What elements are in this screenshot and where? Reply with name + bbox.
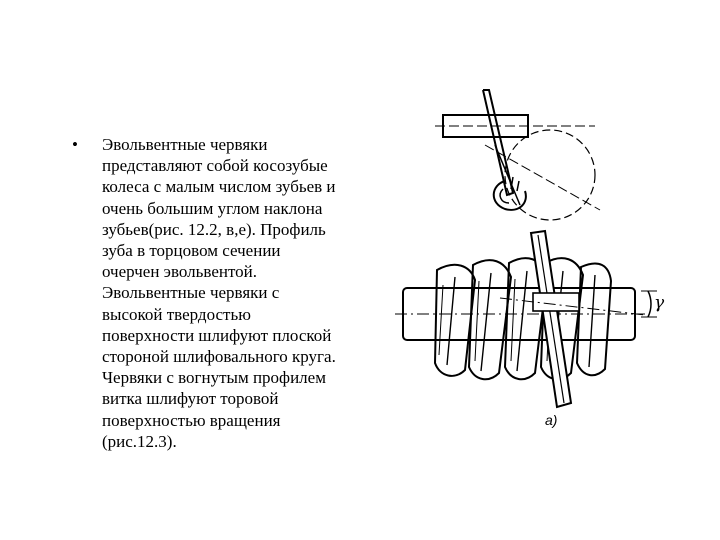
angle-arc bbox=[648, 291, 651, 317]
wheel-hub bbox=[533, 293, 579, 311]
angle-label: γ bbox=[654, 293, 665, 313]
bullet-text: Эвольвентные червяки представляют собой косозубые колеса с малым числом зубьев и очень большим углом наклона зубьев(рис. 12.2, в,е). Профиль зуба в торцовом сечении очерчен эвольвентой. Эвольвентные червяки с высокой твердостью поверхности шлифуют плоской стороной шлифовального круга. Червяки с вогнутым профилем витка шлифуют торовой поверхностью вращения (рис.12.3). bbox=[102, 135, 336, 451]
worm-drawing bbox=[395, 85, 685, 445]
top-tool-edge bbox=[495, 145, 520, 205]
worm-grinding-figure bbox=[395, 85, 685, 445]
worm-threads bbox=[435, 258, 611, 379]
slide-body bbox=[72, 134, 392, 452]
bullet-marker: • bbox=[72, 135, 78, 154]
grinding-circle bbox=[505, 130, 595, 220]
figure-caption: а) bbox=[545, 412, 558, 428]
top-profile bbox=[494, 181, 526, 210]
